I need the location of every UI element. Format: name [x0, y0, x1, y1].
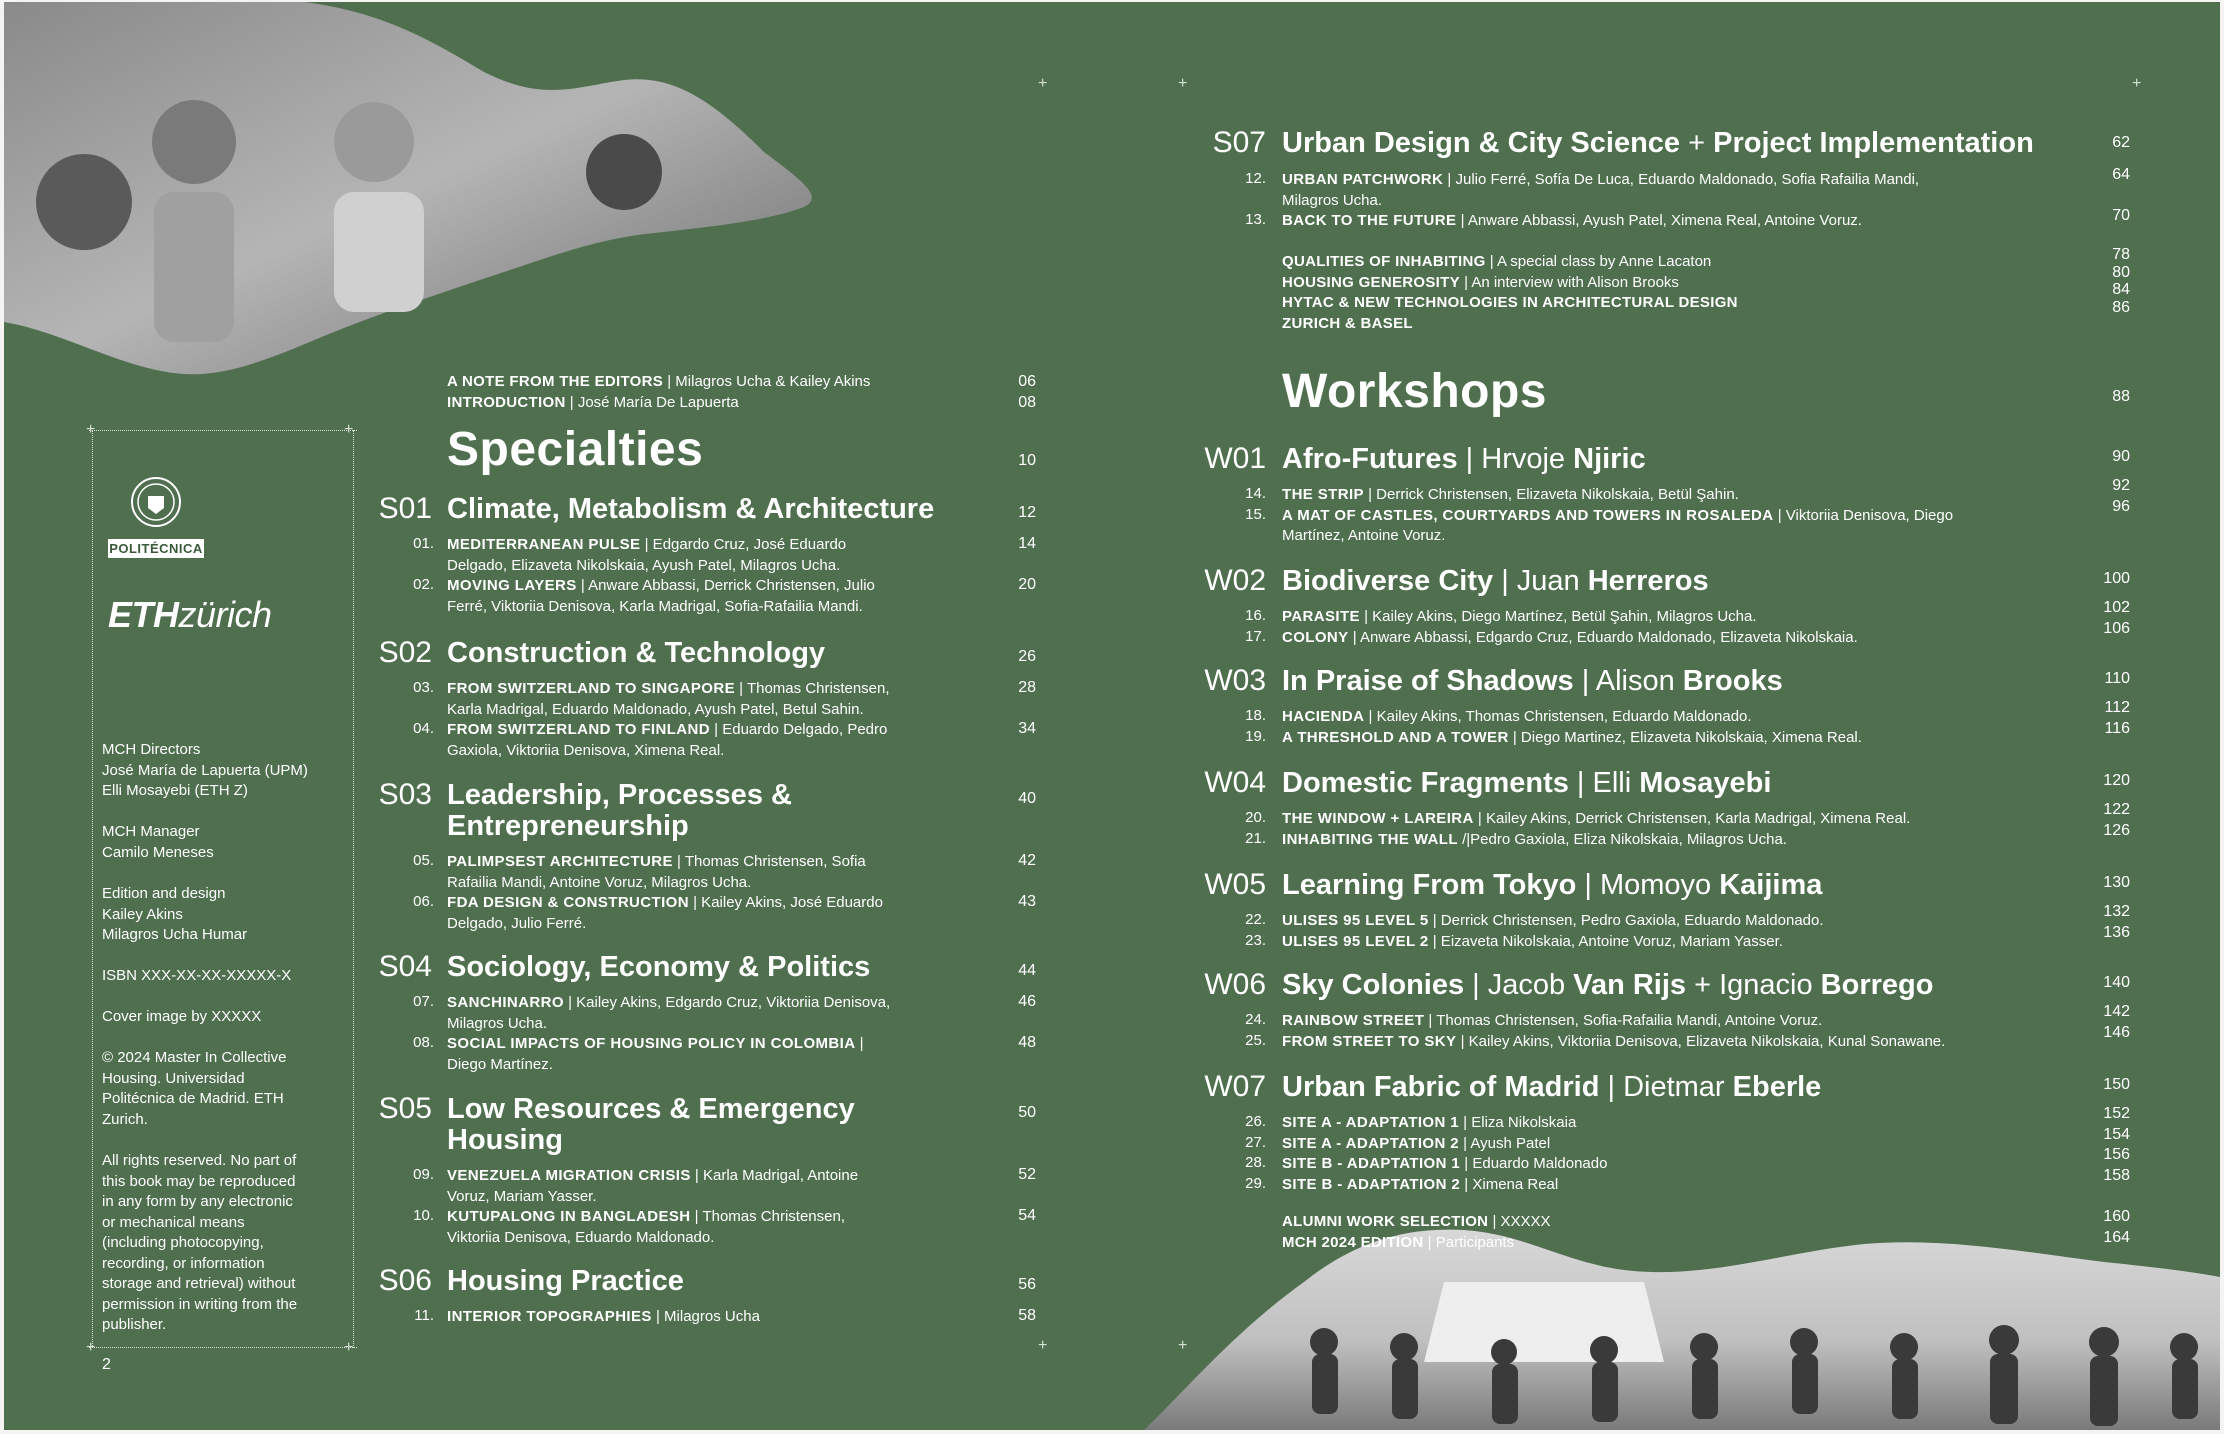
page-ref: 20: [1018, 576, 1036, 593]
page-ref: 116: [2104, 719, 2130, 737]
page-ref: 58: [1018, 1307, 1036, 1324]
page-ref: 130: [2103, 874, 2130, 891]
item-authors: | Kailey Akins, Edgardo Cruz, Viktoriia Denisova,: [563, 994, 891, 1011]
credit-line: Edition and design: [102, 885, 226, 902]
section-code: S06: [378, 1264, 432, 1297]
page-ref: 122: [2103, 801, 2130, 818]
page-ref: 126: [2103, 821, 2130, 839]
item-line: [447, 535, 846, 556]
item-authors: | Kailey Akins, Diego Martínez, Betül Şahin, Milagros Ucha.: [1359, 608, 1757, 625]
section-code: S05: [378, 1092, 432, 1125]
item-line: [447, 679, 890, 700]
item-authors: | José María De Lapuerta: [565, 393, 739, 411]
credit-line: storage and retrieval) without: [102, 1275, 296, 1292]
item-line: [1282, 211, 1862, 232]
page-ref: 156: [2103, 1146, 2130, 1163]
item-title: A THRESHOLD AND A TOWER: [1282, 728, 1509, 746]
page-ref: 26: [1018, 648, 1036, 665]
item-authors: | Anware Abbassi, Ayush Patel, Ximena Real, Antoine Voruz.: [1456, 212, 1862, 229]
item-title: HYTAC & NEW TECHNOLOGIES IN ARCHITECTURAL DESIGN: [1282, 294, 1738, 311]
item-title: SANCHINARRO: [447, 994, 564, 1011]
section-code: S01: [378, 492, 432, 525]
item-number: 09.: [413, 1166, 434, 1183]
item-number: 20.: [1245, 809, 1266, 826]
credit-line: publisher.: [102, 1316, 167, 1333]
item-title: MEDITERRANEAN PULSE: [447, 536, 641, 553]
item-line: [1282, 911, 1824, 932]
extra-entry: [1282, 293, 1738, 314]
page-ref: 86: [2112, 298, 2130, 316]
item-number: 11.: [414, 1307, 434, 1324]
page-ref: 90: [2112, 448, 2130, 465]
item-line: [1282, 830, 1787, 851]
item-title: ALUMNI WORK SELECTION: [1282, 1213, 1489, 1230]
item-authors: | Kailey Akins, Derrick Christensen, Karla Madrigal, Ximena Real.: [1473, 810, 1911, 827]
item-number: 05.: [413, 852, 434, 869]
page-ref: 132: [2103, 903, 2130, 920]
item-line: [1282, 485, 1739, 506]
page-ref: 40: [1018, 790, 1036, 807]
item-line: [447, 852, 866, 873]
item-number: 03.: [413, 679, 434, 696]
item-line: [1282, 932, 1783, 953]
item-title: SITE A - ADAPTATION 1: [1282, 1114, 1460, 1131]
page-ref: 152: [2103, 1105, 2130, 1122]
item-authors: | Kailey Akins, Thomas Christensen, Eduardo Maldonado.: [1364, 708, 1752, 725]
eth-logo: ETHzürich: [108, 594, 272, 635]
item-line: [447, 873, 751, 894]
section-code: W03: [1204, 664, 1266, 697]
item-number: 28.: [1245, 1154, 1266, 1171]
page-ref: 136: [2103, 923, 2130, 941]
section-title: Climate, Metabolism & Architecture: [447, 493, 935, 525]
page-ref: 44: [1018, 962, 1036, 979]
item-title: A MAT OF CASTLES, COURTYARDS AND TOWERS IN ROSALEDA: [1282, 506, 1774, 524]
item-line: [1282, 526, 1445, 547]
item-title: PARASITE: [1282, 608, 1360, 625]
page-ref: 120: [2103, 772, 2130, 789]
item-line: [1282, 191, 1382, 212]
page-ref: 50: [1018, 1104, 1036, 1121]
credit-line: this book may be reproduced: [102, 1172, 296, 1190]
credit-line: Camilo Meneses: [102, 843, 214, 861]
page-ref: 43: [1018, 893, 1036, 910]
item-authors: | Participants: [1423, 1233, 1515, 1251]
item-authors: Diego Martínez.: [447, 1055, 553, 1073]
item-title: QUALITIES OF INHABITING: [1282, 253, 1486, 270]
page-ref: 84: [2112, 281, 2130, 298]
item-number: 25.: [1245, 1031, 1266, 1049]
item-number: 08.: [413, 1034, 434, 1051]
page-ref: 158: [2103, 1166, 2130, 1184]
page-ref: 28: [1018, 679, 1036, 696]
item-title: KUTUPALONG IN BANGLADESH: [447, 1208, 691, 1225]
item-line: [447, 556, 840, 577]
item-title: INTRODUCTION: [447, 393, 566, 411]
item-line: [447, 914, 586, 935]
page-ref: 160: [2103, 1208, 2130, 1225]
item-line: [1282, 1175, 1558, 1196]
item-authors: | Anware Abbassi, Edgardo Cruz, Eduardo Maldonado, Elizaveta Nikolskaia.: [1348, 628, 1858, 646]
section-title: Learning From Tokyo | Momoyo Kaijima: [1282, 869, 1823, 901]
page-ref: 100: [2103, 570, 2130, 587]
item-number: 02.: [413, 576, 434, 593]
item-number: 17.: [1245, 627, 1266, 645]
item-number: 18.: [1245, 707, 1266, 724]
item-title: FROM SWITZERLAND TO SINGAPORE: [447, 680, 735, 697]
item-line: [1282, 628, 1858, 649]
item-title: SITE B - ADAPTATION 2: [1282, 1175, 1461, 1193]
item-authors: |: [855, 1035, 864, 1052]
item-title: THE STRIP: [1282, 486, 1364, 503]
credit-line: Housing. Universidad: [102, 1069, 245, 1087]
credit-line: Politécnica de Madrid. ETH: [102, 1090, 284, 1107]
item-authors: | Karla Madrigal, Antoine: [690, 1167, 859, 1184]
section-title: Construction & Technology: [447, 637, 826, 669]
section-title: Domestic Fragments | Elli Mosayebi: [1282, 767, 1772, 799]
item-line: [447, 1187, 597, 1208]
extra-entry: [1282, 273, 1679, 294]
item-authors: | Milagros Ucha & Kailey Akins: [663, 373, 871, 390]
item-number: 21.: [1245, 829, 1266, 847]
item-authors: | Edgardo Cruz, José Eduardo: [640, 536, 847, 553]
item-authors: | XXXXX: [1488, 1213, 1551, 1230]
item-title: A NOTE FROM THE EDITORS: [447, 373, 664, 390]
item-authors: | Derrick Christensen, Elizaveta Nikolskaia, Betül Şahin.: [1363, 486, 1739, 503]
item-title: ULISES 95 LEVEL 5: [1282, 912, 1429, 929]
crop-mark: +: [344, 421, 354, 438]
item-authors: Viktoriia Denisova, Eduardo Maldonado.: [447, 1228, 715, 1246]
item-authors: Ferré, Viktoriia Denisova, Karla Madrigal, Sofia-Rafailia Mandi.: [447, 597, 863, 615]
item-line: [447, 1014, 547, 1035]
page-ref: 106: [2103, 619, 2130, 637]
item-number: 01.: [413, 535, 434, 552]
item-authors: | Eizaveta Nikolskaia, Antoine Voruz, Mariam Yasser.: [1428, 932, 1783, 950]
section-code: W02: [1204, 564, 1266, 597]
section-title: Housing Practice: [447, 1265, 684, 1297]
item-line: [447, 597, 863, 618]
crop-mark: +: [1038, 1337, 1048, 1354]
page-ref: 06: [1018, 373, 1036, 390]
credit-block: [102, 1007, 342, 1028]
item-authors: Rafailia Mandi, Antoine Voruz, Milagros Ucha.: [447, 873, 752, 891]
item-number: 23.: [1245, 931, 1266, 949]
page-ref: 80: [2112, 263, 2130, 281]
credit-line: recording, or information: [102, 1254, 265, 1272]
credit-line: Zurich.: [102, 1110, 148, 1128]
credit-line: MCH Manager: [102, 823, 200, 840]
page-ref: 34: [1018, 720, 1036, 737]
item-authors: Martínez, Antoine Voruz.: [1282, 527, 1446, 544]
item-authors: | Derrick Christensen, Pedro Gaxiola, Eduardo Maldonado.: [1428, 912, 1824, 929]
credit-line: or mechanical means: [102, 1213, 245, 1231]
page-ref: 56: [1018, 1276, 1036, 1293]
item-authors: | Eduardo Maldonado: [1460, 1155, 1608, 1172]
item-title: SOCIAL IMPACTS OF HOUSING POLICY IN COLOMBIA: [447, 1035, 856, 1052]
item-line: [447, 741, 724, 762]
page-ref: 42: [1018, 852, 1036, 869]
closing-entry: [1282, 1212, 1551, 1233]
item-title: PALIMPSEST ARCHITECTURE: [447, 853, 673, 870]
item-title: BACK TO THE FUTURE: [1282, 212, 1457, 229]
page-ref: 54: [1018, 1207, 1036, 1224]
page-ref: 12: [1018, 504, 1036, 521]
item-line: [447, 893, 883, 914]
page-ref: 96: [2112, 497, 2130, 515]
section-title: Low Resources & Emergency Housing: [447, 1093, 855, 1156]
item-authors: Gaxiola, Viktoriia Denisova, Ximena Real.: [447, 741, 725, 759]
page-ref: 14: [1018, 535, 1036, 552]
item-number: 10.: [413, 1207, 434, 1224]
page-ref: 88: [2112, 388, 2130, 405]
item-line: [1282, 1113, 1576, 1134]
page-ref: 154: [2103, 1125, 2130, 1143]
item-line: [1282, 607, 1757, 628]
item-authors: Voruz, Mariam Yasser.: [447, 1187, 597, 1205]
item-authors: | Ximena Real: [1460, 1175, 1559, 1193]
intro-entry: [447, 393, 739, 414]
credit-block: [102, 1151, 342, 1336]
item-authors: | Ayush Patel: [1459, 1134, 1551, 1152]
section-code: S02: [378, 636, 432, 669]
page-ref: 142: [2103, 1003, 2130, 1020]
section-title: Sociology, Economy & Politics: [447, 951, 871, 983]
section-code: S03: [378, 778, 432, 811]
item-number: 26.: [1245, 1113, 1266, 1130]
credit-block: [102, 740, 342, 802]
item-number: 22.: [1245, 911, 1266, 928]
item-line: [1282, 707, 1752, 728]
item-title: HOUSING GENEROSITY: [1282, 273, 1460, 291]
item-authors: | Anware Abbassi, Derrick Christensen, Julio: [576, 577, 875, 594]
item-title: HACIENDA: [1282, 708, 1365, 725]
item-number: 07.: [413, 993, 434, 1010]
item-line: [1282, 1154, 1607, 1175]
credit-block: [102, 966, 342, 987]
item-authors: Milagros Ucha.: [1282, 191, 1383, 209]
item-line: [1282, 1032, 1945, 1053]
item-line: [447, 700, 864, 721]
item-title: MCH 2024 EDITION: [1282, 1233, 1424, 1251]
credit-line: José María de Lapuerta (UPM): [102, 761, 308, 779]
page-ref: 92: [2112, 477, 2130, 494]
item-title: ZURICH & BASEL: [1282, 314, 1413, 332]
item-authors: | Viktoriia Denisova, Diego: [1773, 506, 1954, 524]
credit-line: Kailey Akins: [102, 905, 183, 923]
page-ref: 64: [2112, 166, 2130, 183]
item-number: 06.: [413, 893, 434, 910]
item-number: 13.: [1245, 211, 1266, 228]
page-number: 2: [102, 1356, 111, 1373]
section-title: Biodiverse City | Juan Herreros: [1282, 565, 1709, 597]
item-title: URBAN PATCHWORK: [1282, 171, 1444, 188]
item-line: [447, 993, 890, 1014]
item-authors: | Eliza Nikolskaia: [1459, 1114, 1577, 1131]
item-authors: Milagros Ucha.: [447, 1014, 548, 1032]
item-title: SITE B - ADAPTATION 1: [1282, 1155, 1461, 1172]
credit-line: Milagros Ucha Humar: [102, 926, 248, 943]
item-line: [447, 720, 887, 741]
item-line: [447, 576, 875, 597]
item-line: [1282, 1134, 1550, 1155]
section-code: W07: [1204, 1070, 1266, 1103]
section-code: S07: [1212, 126, 1266, 159]
item-line: [447, 1055, 553, 1076]
page-ref: 140: [2103, 974, 2130, 991]
section-title: In Praise of Shadows | Alison Brooks: [1282, 665, 1783, 697]
credit-line: © 2024 Master In Collective: [102, 1049, 287, 1066]
item-authors: | Milagros Ucha: [651, 1308, 760, 1325]
credit-line: (including photocopying,: [102, 1234, 264, 1251]
item-authors: | A special class by Anne Lacaton: [1485, 253, 1712, 270]
item-line: [1282, 728, 1862, 749]
section-title: Urban Fabric of Madrid | Dietmar Eberle: [1282, 1071, 1822, 1103]
page-ref: 102: [2103, 599, 2130, 616]
item-title: INHABITING THE WALL: [1282, 830, 1458, 848]
item-authors: | Thomas Christensen,: [690, 1208, 846, 1225]
page-ref: 46: [1018, 993, 1036, 1010]
page-ref: 70: [2112, 207, 2130, 224]
credit-line: Cover image by XXXXX: [102, 1008, 262, 1025]
item-number: 19.: [1245, 727, 1266, 745]
page-ref: 164: [2103, 1228, 2130, 1246]
crop-mark: +: [86, 421, 96, 438]
item-line: [447, 1034, 864, 1055]
section-title: Leadership, Processes & Entrepreneurship: [447, 779, 792, 842]
section-code: W04: [1204, 766, 1266, 799]
item-authors: Delgado, Julio Ferré.: [447, 914, 587, 932]
page-ref: 146: [2103, 1023, 2130, 1041]
item-authors: /|Pedro Gaxiola, Eliza Nikolskaia, Milagros Ucha.: [1457, 830, 1787, 848]
section-code: S04: [378, 950, 432, 983]
crop-mark: +: [1178, 75, 1188, 92]
item-line: [447, 1228, 714, 1249]
section-title: Afro-Futures | Hrvoje Njiric: [1282, 443, 1646, 475]
item-line: [447, 1307, 760, 1328]
crop-mark: +: [1178, 1337, 1188, 1354]
item-title: COLONY: [1282, 628, 1349, 646]
item-authors: Delgado, Elizaveta Nikolskaia, Ayush Patel, Milagros Ucha.: [447, 556, 841, 574]
section-title: Sky Colonies | Jacob Van Rijs + Ignacio Borrego: [1282, 969, 1934, 1001]
group-photo: [1144, 1222, 2220, 1430]
item-authors: | An interview with Alison Brooks: [1459, 273, 1679, 291]
item-title: MOVING LAYERS: [447, 577, 577, 594]
credit-line: in any form by any electronic: [102, 1193, 293, 1210]
item-number: 16.: [1245, 607, 1266, 624]
item-line: [447, 1166, 858, 1187]
upm-logo: [108, 476, 204, 558]
credit-line: All rights reserved. No part of: [102, 1152, 297, 1169]
extra-entry: [1282, 314, 1413, 335]
item-line: [447, 1207, 845, 1228]
closing-entry: [1282, 1233, 1514, 1254]
page-ref: 150: [2103, 1076, 2130, 1093]
extra-entry: [1282, 252, 1711, 273]
item-number: 14.: [1245, 485, 1266, 502]
crop-mark: +: [1038, 75, 1048, 92]
page-ref: 52: [1018, 1166, 1036, 1183]
workshops-heading: Workshops: [1282, 365, 1547, 418]
page-ref: 48: [1018, 1034, 1036, 1051]
book-spread: [4, 2, 2220, 1430]
item-title: FROM STREET TO SKY: [1282, 1032, 1457, 1050]
item-title: SITE A - ADAPTATION 2: [1282, 1134, 1460, 1152]
section-code: W01: [1204, 442, 1266, 475]
item-authors: | Thomas Christensen, Sofia-Rafailia Mandi, Antoine Voruz.: [1424, 1012, 1823, 1029]
credit-block: [102, 822, 342, 863]
credit-line: MCH Directors: [102, 741, 201, 758]
crop-mark: +: [344, 1339, 354, 1356]
students-photo: [4, 2, 834, 382]
item-authors: | Kailey Akins, José Eduardo: [688, 894, 883, 911]
crop-mark: +: [2132, 75, 2142, 92]
item-authors: Karla Madrigal, Eduardo Maldonado, Ayush Patel, Betul Sahin.: [447, 700, 864, 718]
credit-line: ISBN XXX-XX-XX-XXXXX-X: [102, 967, 292, 984]
page-ref: 08: [1018, 393, 1036, 411]
credit-line: permission in writing from the: [102, 1295, 298, 1313]
item-authors: | Julio Ferré, Sofía De Luca, Eduardo Maldonado, Sofia Rafailia Mandi,: [1443, 171, 1920, 188]
item-number: 15.: [1245, 505, 1266, 523]
item-title: FDA DESIGN & CONSTRUCTION: [447, 894, 689, 911]
credit-line: Elli Mosayebi (ETH Z): [102, 782, 248, 799]
item-authors: | Thomas Christensen,: [735, 680, 890, 697]
intro-entry: [447, 372, 870, 393]
item-title: FROM SWITZERLAND TO FINLAND: [447, 721, 710, 738]
item-number: 24.: [1245, 1011, 1266, 1028]
page-ref: 62: [2112, 134, 2130, 151]
item-line: [1282, 809, 1910, 830]
credit-block: [102, 884, 342, 946]
item-number: 04.: [413, 720, 434, 737]
item-title: RAINBOW STREET: [1282, 1012, 1425, 1029]
section-code: W06: [1204, 968, 1266, 1001]
specialties-heading: Specialties: [447, 423, 704, 476]
crop-mark: +: [86, 1339, 96, 1356]
section-code: W05: [1204, 868, 1266, 901]
credit-block: [102, 1048, 342, 1130]
item-line: [1282, 506, 1953, 527]
item-title: VENEZUELA MIGRATION CRISIS: [447, 1167, 691, 1184]
item-authors: | Eduardo Delgado, Pedro: [710, 721, 888, 738]
item-line: [1282, 1011, 1822, 1032]
item-number: 27.: [1245, 1133, 1266, 1151]
seal-icon: [130, 476, 182, 528]
item-title: THE WINDOW + LAREIRA: [1282, 810, 1474, 827]
item-title: INTERIOR TOPOGRAPHIES: [447, 1308, 652, 1325]
item-title: ULISES 95 LEVEL 2: [1282, 932, 1429, 950]
item-number: 29.: [1245, 1174, 1266, 1192]
item-authors: | Thomas Christensen, Sofia: [672, 853, 866, 870]
item-authors: | Diego Martinez, Elizaveta Nikolskaia, Ximena Real.: [1508, 728, 1862, 746]
section-title: Urban Design & City Science + Project Implementation: [1282, 127, 2034, 159]
upm-name: POLITÉCNICA: [109, 541, 203, 556]
page-ref: 78: [2112, 246, 2130, 263]
page-ref: 110: [2104, 670, 2130, 687]
item-authors: | Kailey Akins, Viktoriia Denisova, Elizaveta Nikolskaia, Kunal Sonawane.: [1456, 1032, 1946, 1050]
page-ref: 10: [1018, 452, 1036, 469]
item-number: 12.: [1245, 170, 1266, 187]
item-line: [1282, 170, 1919, 191]
page-ref: 112: [2104, 699, 2130, 716]
